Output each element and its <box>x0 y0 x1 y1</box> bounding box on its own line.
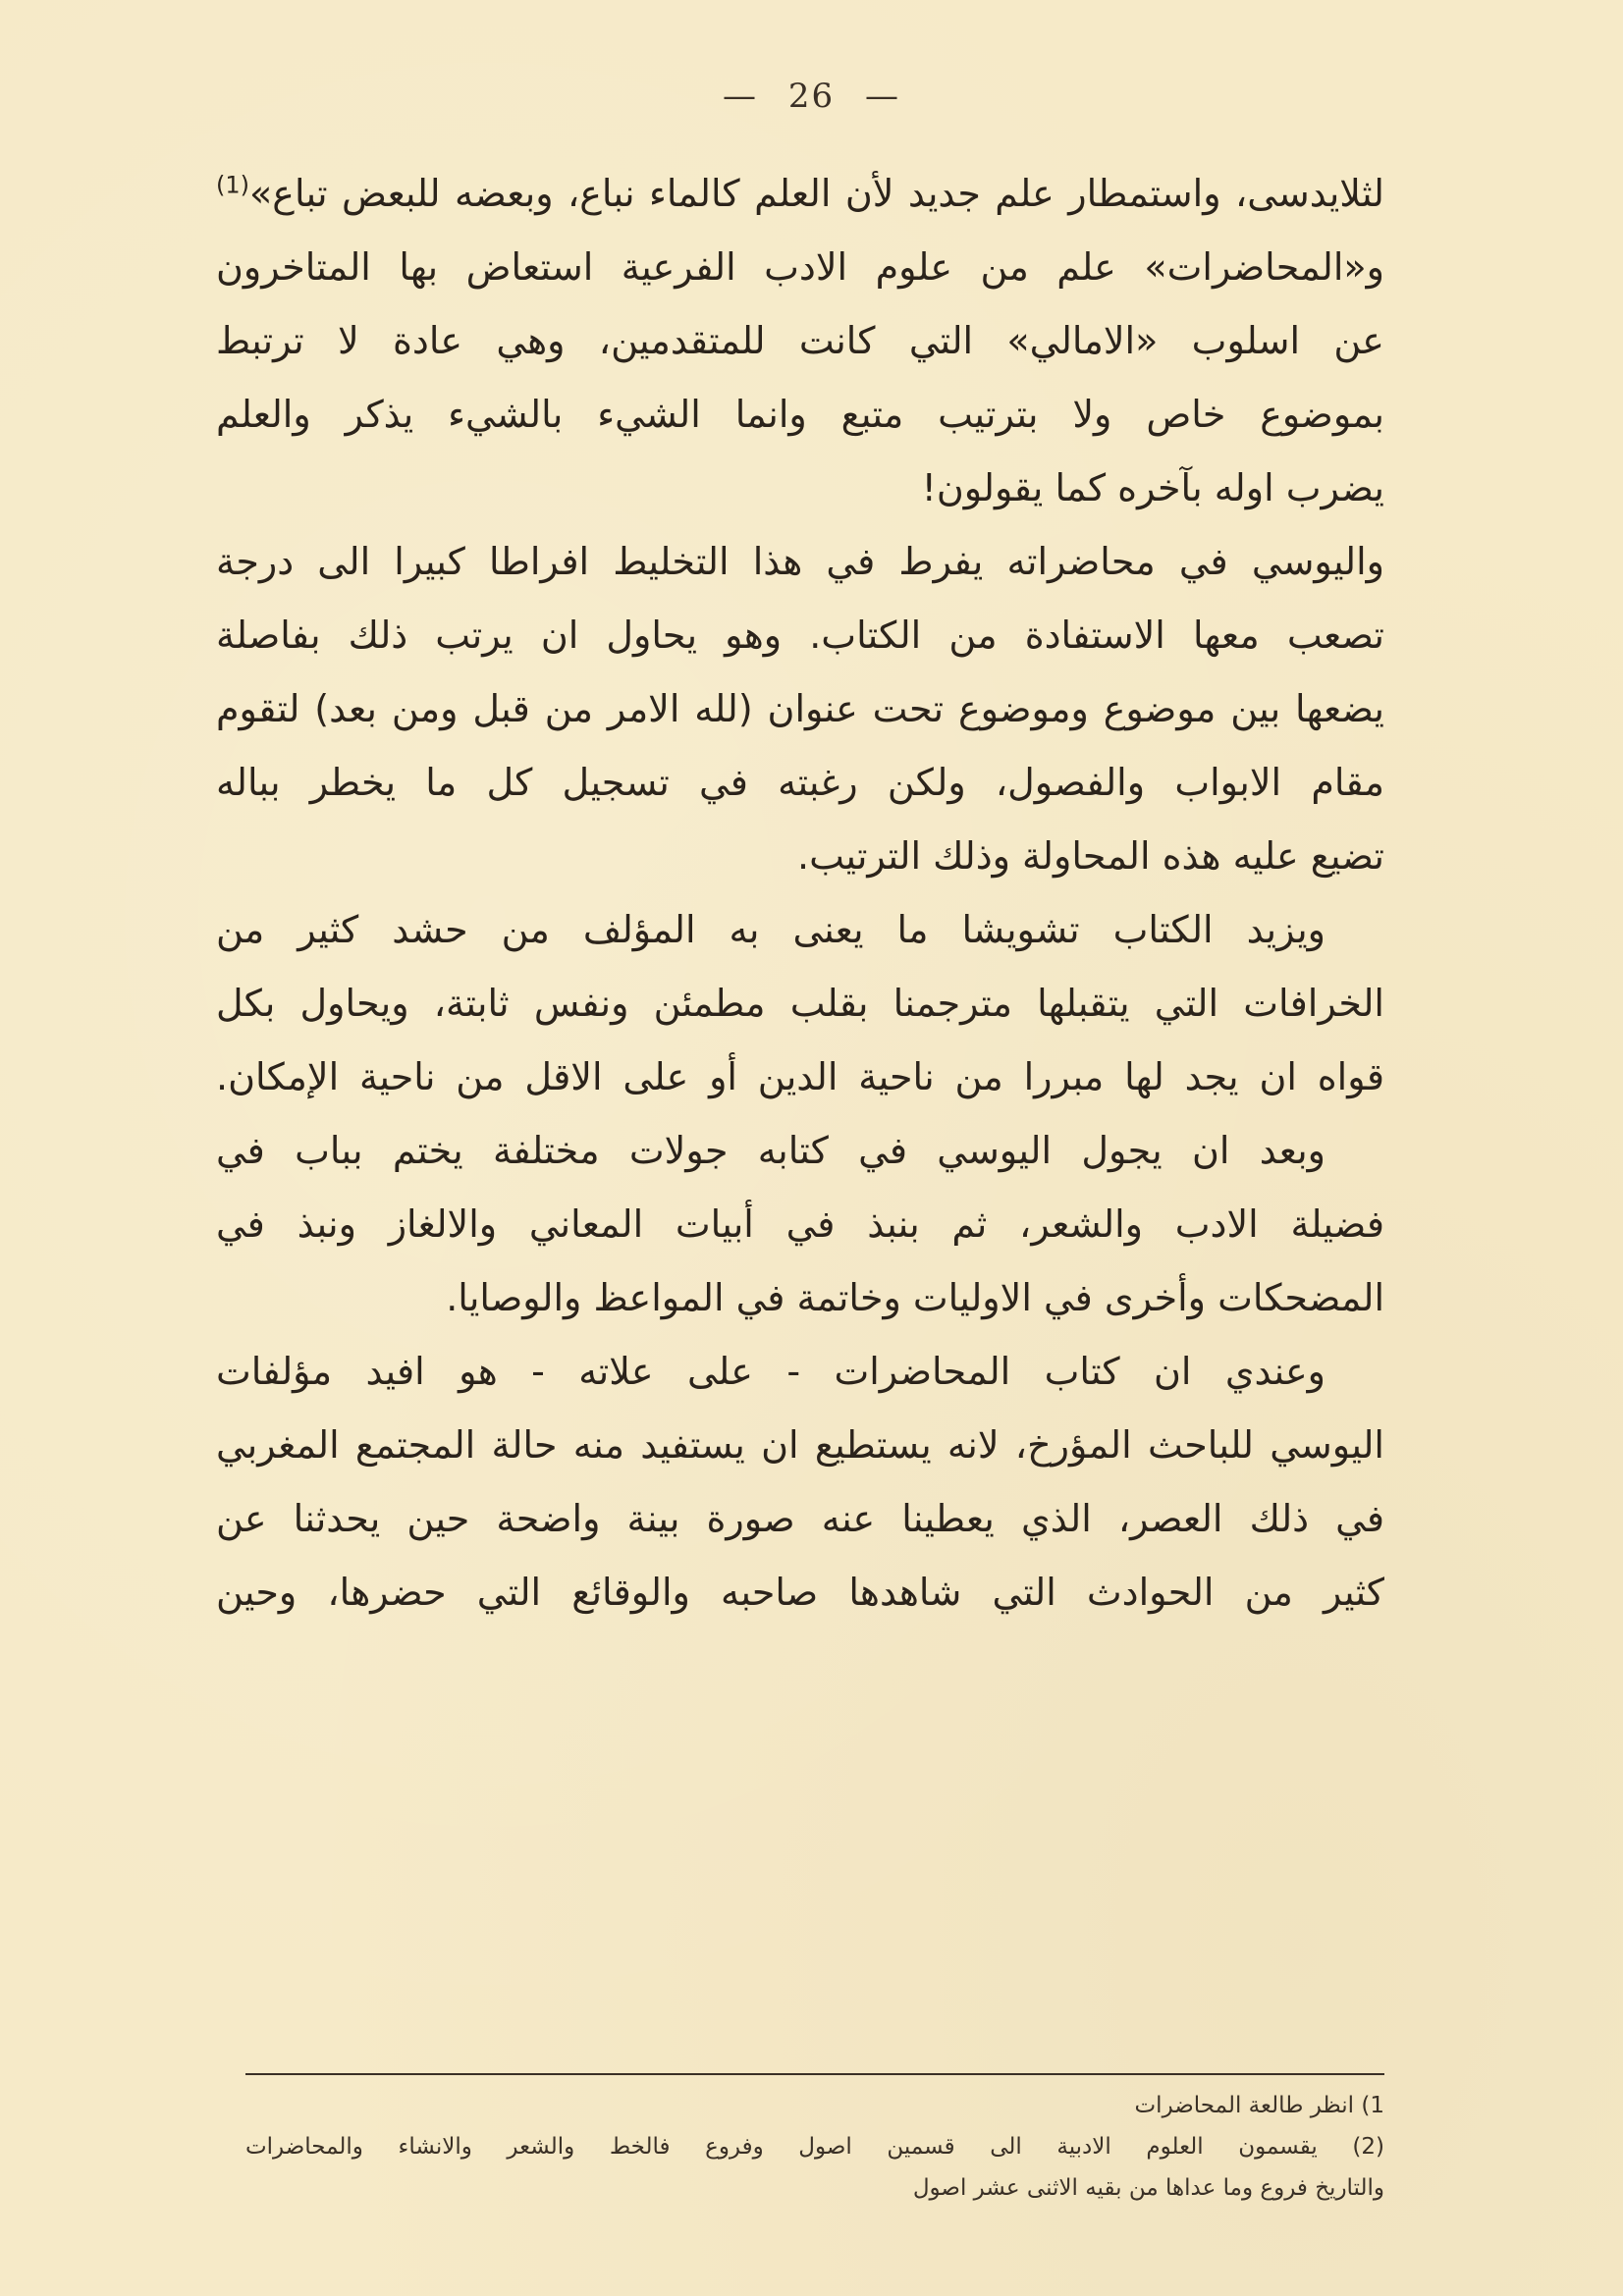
text-line-7 <box>216 599 1384 672</box>
text-line-9-content: مقام الابواب والفصول، ولكن رغبته في تسجيل كل ما يخطر بباله <box>216 761 1384 804</box>
text-line-17-content: وعندي ان كتاب المحاضرات - على علاته - هو افيد مؤلفات <box>216 1350 1325 1393</box>
text-line-10 <box>216 820 1384 893</box>
text-line-8 <box>216 672 1384 746</box>
page-number-header <box>0 77 1623 116</box>
text-line-10-content: تضيع عليه هذه المحاولة وذلك الترتيب. <box>797 834 1384 878</box>
text-line-20 <box>216 1556 1384 1629</box>
text-line-7-content: تصعب معها الاستفادة من الكتاب. وهو يحاول ان يرتب ذلك بفاصلة <box>216 614 1384 657</box>
text-line-14-content: وبعد ان يجول اليوسي في كتابه جولات مختلفة يختم بباب في <box>216 1129 1325 1172</box>
text-line-6 <box>216 525 1384 599</box>
text-line-9 <box>216 746 1384 820</box>
text-line-17 <box>216 1335 1384 1409</box>
text-line-12 <box>216 967 1384 1041</box>
text-line-2-content: و«المحاضرات» علم من علوم الادب الفرعية استعاض بها المتاخرون <box>216 245 1384 289</box>
text-line-6-content: واليوسي في محاضراته يفرط في هذا التخليط افراطا كبيرا الى درجة <box>216 540 1384 583</box>
text-line-2 <box>216 231 1384 304</box>
text-line-19-content: في ذلك العصر، الذي يعطينا عنه صورة بينة واضحة حين يحدثنا عن <box>216 1497 1384 1540</box>
text-line-16-content: المضحكات وأخرى في الاوليات وخاتمة في المواعظ والوصايا. <box>446 1276 1384 1319</box>
page-number-dash-right: — <box>864 77 900 116</box>
text-line-13-content: قواه ان يجد لها مبررا من ناحية الدين أو على الاقل من ناحية الإمكان. <box>216 1055 1384 1098</box>
footnote-2-continuation: والتاريخ فروع وما عداها من بقيه الاثنى عشر اصول <box>912 2175 1384 2201</box>
text-line-3 <box>216 304 1384 378</box>
page-number: 26 <box>787 77 836 116</box>
footnote-marker-1: (1) <box>216 171 250 199</box>
footnote-separator <box>245 2073 1384 2075</box>
text-line-13 <box>216 1041 1384 1114</box>
text-line-4-content: بموضوع خاص ولا بترتيب متبع وانما الشيء بالشيء يذكر والعلم <box>216 393 1384 436</box>
text-line-18-content: اليوسي للباحث المؤرخ، لانه يستطيع ان يستفيد منه حالة المجتمع المغربي <box>216 1423 1384 1467</box>
text-line-4 <box>216 378 1384 452</box>
text-line-1-content: لثلايدسى، واستمطار علم جديد لأن العلم كالماء نباع، وبعضه للبعض تباع» <box>249 172 1384 215</box>
text-line-18 <box>216 1409 1384 1482</box>
text-line-16 <box>216 1261 1384 1335</box>
text-line-19 <box>216 1482 1384 1556</box>
text-line-8-content: يضعها بين موضوع وموضوع تحت عنوان (لله الامر من قبل ومن بعد) لتقوم <box>216 687 1384 730</box>
text-line-5 <box>216 452 1384 525</box>
text-line-15-content: فضيلة الادب والشعر، ثم بنبذ في أبيات المعاني والالغاز ونبذ في <box>216 1202 1384 1246</box>
footnote-2: (2) يقسمون العلوم الادبية الى قسمين اصول وفروع فالخط والشعر والانشاء والمحاضرات <box>245 2134 1384 2160</box>
text-line-11-content: ويزيد الكتاب تشويشا ما يعنى به المؤلف من حشد كثير من <box>216 908 1325 951</box>
text-line-3-content: عن اسلوب «الامالي» التي كانت للمتقدمين، وهي عادة لا ترتبط <box>216 319 1384 362</box>
footnotes-block <box>245 2085 1384 2209</box>
text-line-15 <box>216 1188 1384 1261</box>
footnote-1: 1) انظر طالعة المحاضرات <box>1134 2093 1384 2118</box>
text-line-14 <box>216 1114 1384 1188</box>
text-line-20-content: كثير من الحوادث التي شاهدها صاحبه والوقائع التي حضرها، وحين <box>216 1571 1384 1614</box>
text-line-12-content: الخرافات التي يتقبلها مترجمنا بقلب مطمئن ونفس ثابتة، ويحاول بكل <box>216 982 1384 1025</box>
text-line-5-content: يضرب اوله بآخره كما يقولون! <box>921 466 1384 509</box>
text-line-11 <box>216 893 1384 967</box>
text-line-1 <box>216 157 1384 231</box>
page-number-dash-left: — <box>723 77 759 116</box>
main-text-block <box>216 157 1384 1629</box>
